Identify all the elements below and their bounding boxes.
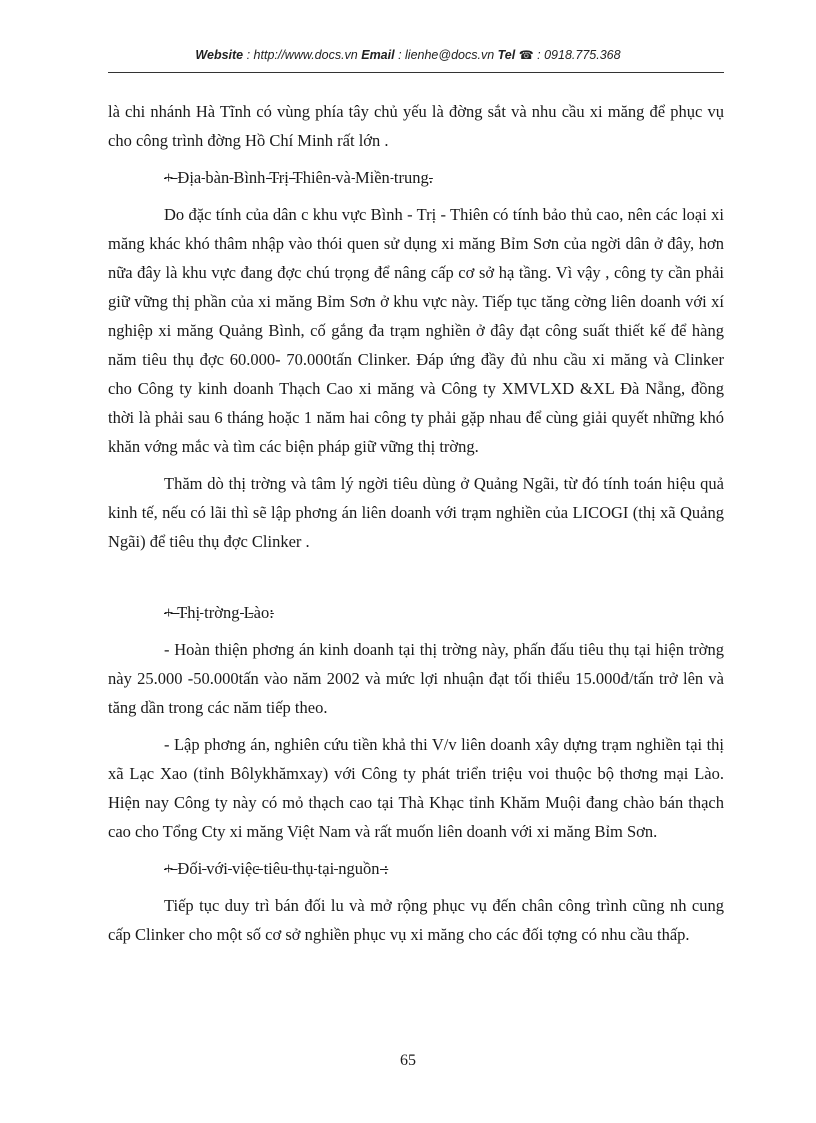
paragraph-2: Do đặc tính của dân c khu vực Bình - Trị - Thiên có tính bảo thủ cao, nên các loại xi măng khác khó thâm nhập vào thói quen sử dụng xi măng Bỉm Sơn của ngời dân ở đây, hơn nữa đây là khu vực đang đợc chú trọng để nâng cấp cơ sở hạ tầng. Vì vậy , công ty cần phải giữ vững thị phần của xi măng Bỉm Sơn ở khu vực này. Tiếp tục tăng cờng liên doanh với xí nghiệp xi măng Quảng Bình, cố gắng đa trạm nghiền ở đây đạt công suất thiết kế để hàng năm tiêu thụ đợc 60.000- 70.000tấn Clinker. Đáp ứng đầy đủ nhu cầu xi măng và Clinker cho Công ty kinh doanh Thạch Cao xi măng và Công ty XMVLXD &XL Đà Nẵng, đồng thời là phải sau 6 tháng hoặc 1 năm hai công ty phải gặp nhau để cùng giải quyết những khó khăn vớng mắc và tìm các biện pháp giữ vững thị trờng. bbox=[108, 205, 724, 456]
heading-tieu-thu-tai-nguon: + Đối với việc tiêu thụ tại nguồn : bbox=[164, 859, 389, 878]
tel-value: : 0918.775.368 bbox=[533, 48, 621, 62]
spacer bbox=[108, 564, 724, 594]
paragraph-6: Tiếp tục duy trì bán đối lu và mở rộng phục vụ đến chân công trình cũng nh cung cấp Clinker cho một số cơ sở nghiền phục vụ xi măng cho các đối tợng có nhu cầu thấp. bbox=[108, 896, 724, 944]
website-value: : http://www.docs.vn bbox=[243, 48, 362, 62]
email-label: Email bbox=[361, 48, 395, 62]
paragraph-3: Thăm dò thị trờng và tâm lý ngời tiêu dùng ở Quảng Ngãi, từ đó tính toán hiệu quả kinh tế, nếu có lãi thì sẽ lập phơng án liên doanh với trạm nghiền của LICOGI (thị xã Quảng Ngãi) để tiêu thụ đợc Clinker . bbox=[108, 474, 724, 551]
page-header bbox=[0, 48, 816, 62]
phone-icon: ☎ bbox=[518, 48, 534, 62]
website-label: Website bbox=[195, 48, 244, 62]
page-number: 65 bbox=[400, 1052, 416, 1069]
document-body bbox=[108, 97, 724, 957]
paragraph-4: - Hoàn thiện phơng án kinh doanh tại thị trờng này, phấn đấu tiêu thụ tại hiện trờng này 25.000 -50.000tấn vào năm 2002 và mức lợi nhuận đạt tối thiểu 15.000đ/tấn trở lên và tăng dần trong các năm tiếp theo. bbox=[108, 640, 724, 717]
header-rule bbox=[108, 72, 724, 73]
paragraph-5: - Lập phơng án, nghiên cứu tiền khả thi V/v liên doanh xây dựng trạm nghiền tại thị xã Lạc Xao (tỉnh Bôlykhămxay) với Công ty phát triển triệu voi thuộc bộ thơng mại Lào. Hiện nay Công ty này có mỏ thạch cao tại Thà Khạc tỉnh Khăm Muội đang chào bán thạch cao cho Tổng Cty xi măng Việt Nam và rất muốn liên doanh với xi măng Bỉm Sơn. bbox=[108, 735, 724, 841]
heading-binh-tri-thien: + Địa bàn Bình Trị Thiên và Miền trung. bbox=[164, 168, 433, 187]
email-value: : lienhe@docs.vn bbox=[394, 48, 498, 62]
tel-label: Tel bbox=[497, 48, 516, 62]
heading-thi-truong-lao: + Thị trờng Lào: bbox=[164, 603, 274, 622]
paragraph-1: là chi nhánh Hà Tĩnh có vùng phía tây chủ yếu là đờng sắt và nhu cầu xi măng để phục vụ cho công trình đờng Hồ Chí Minh rất lớn . bbox=[108, 102, 724, 150]
